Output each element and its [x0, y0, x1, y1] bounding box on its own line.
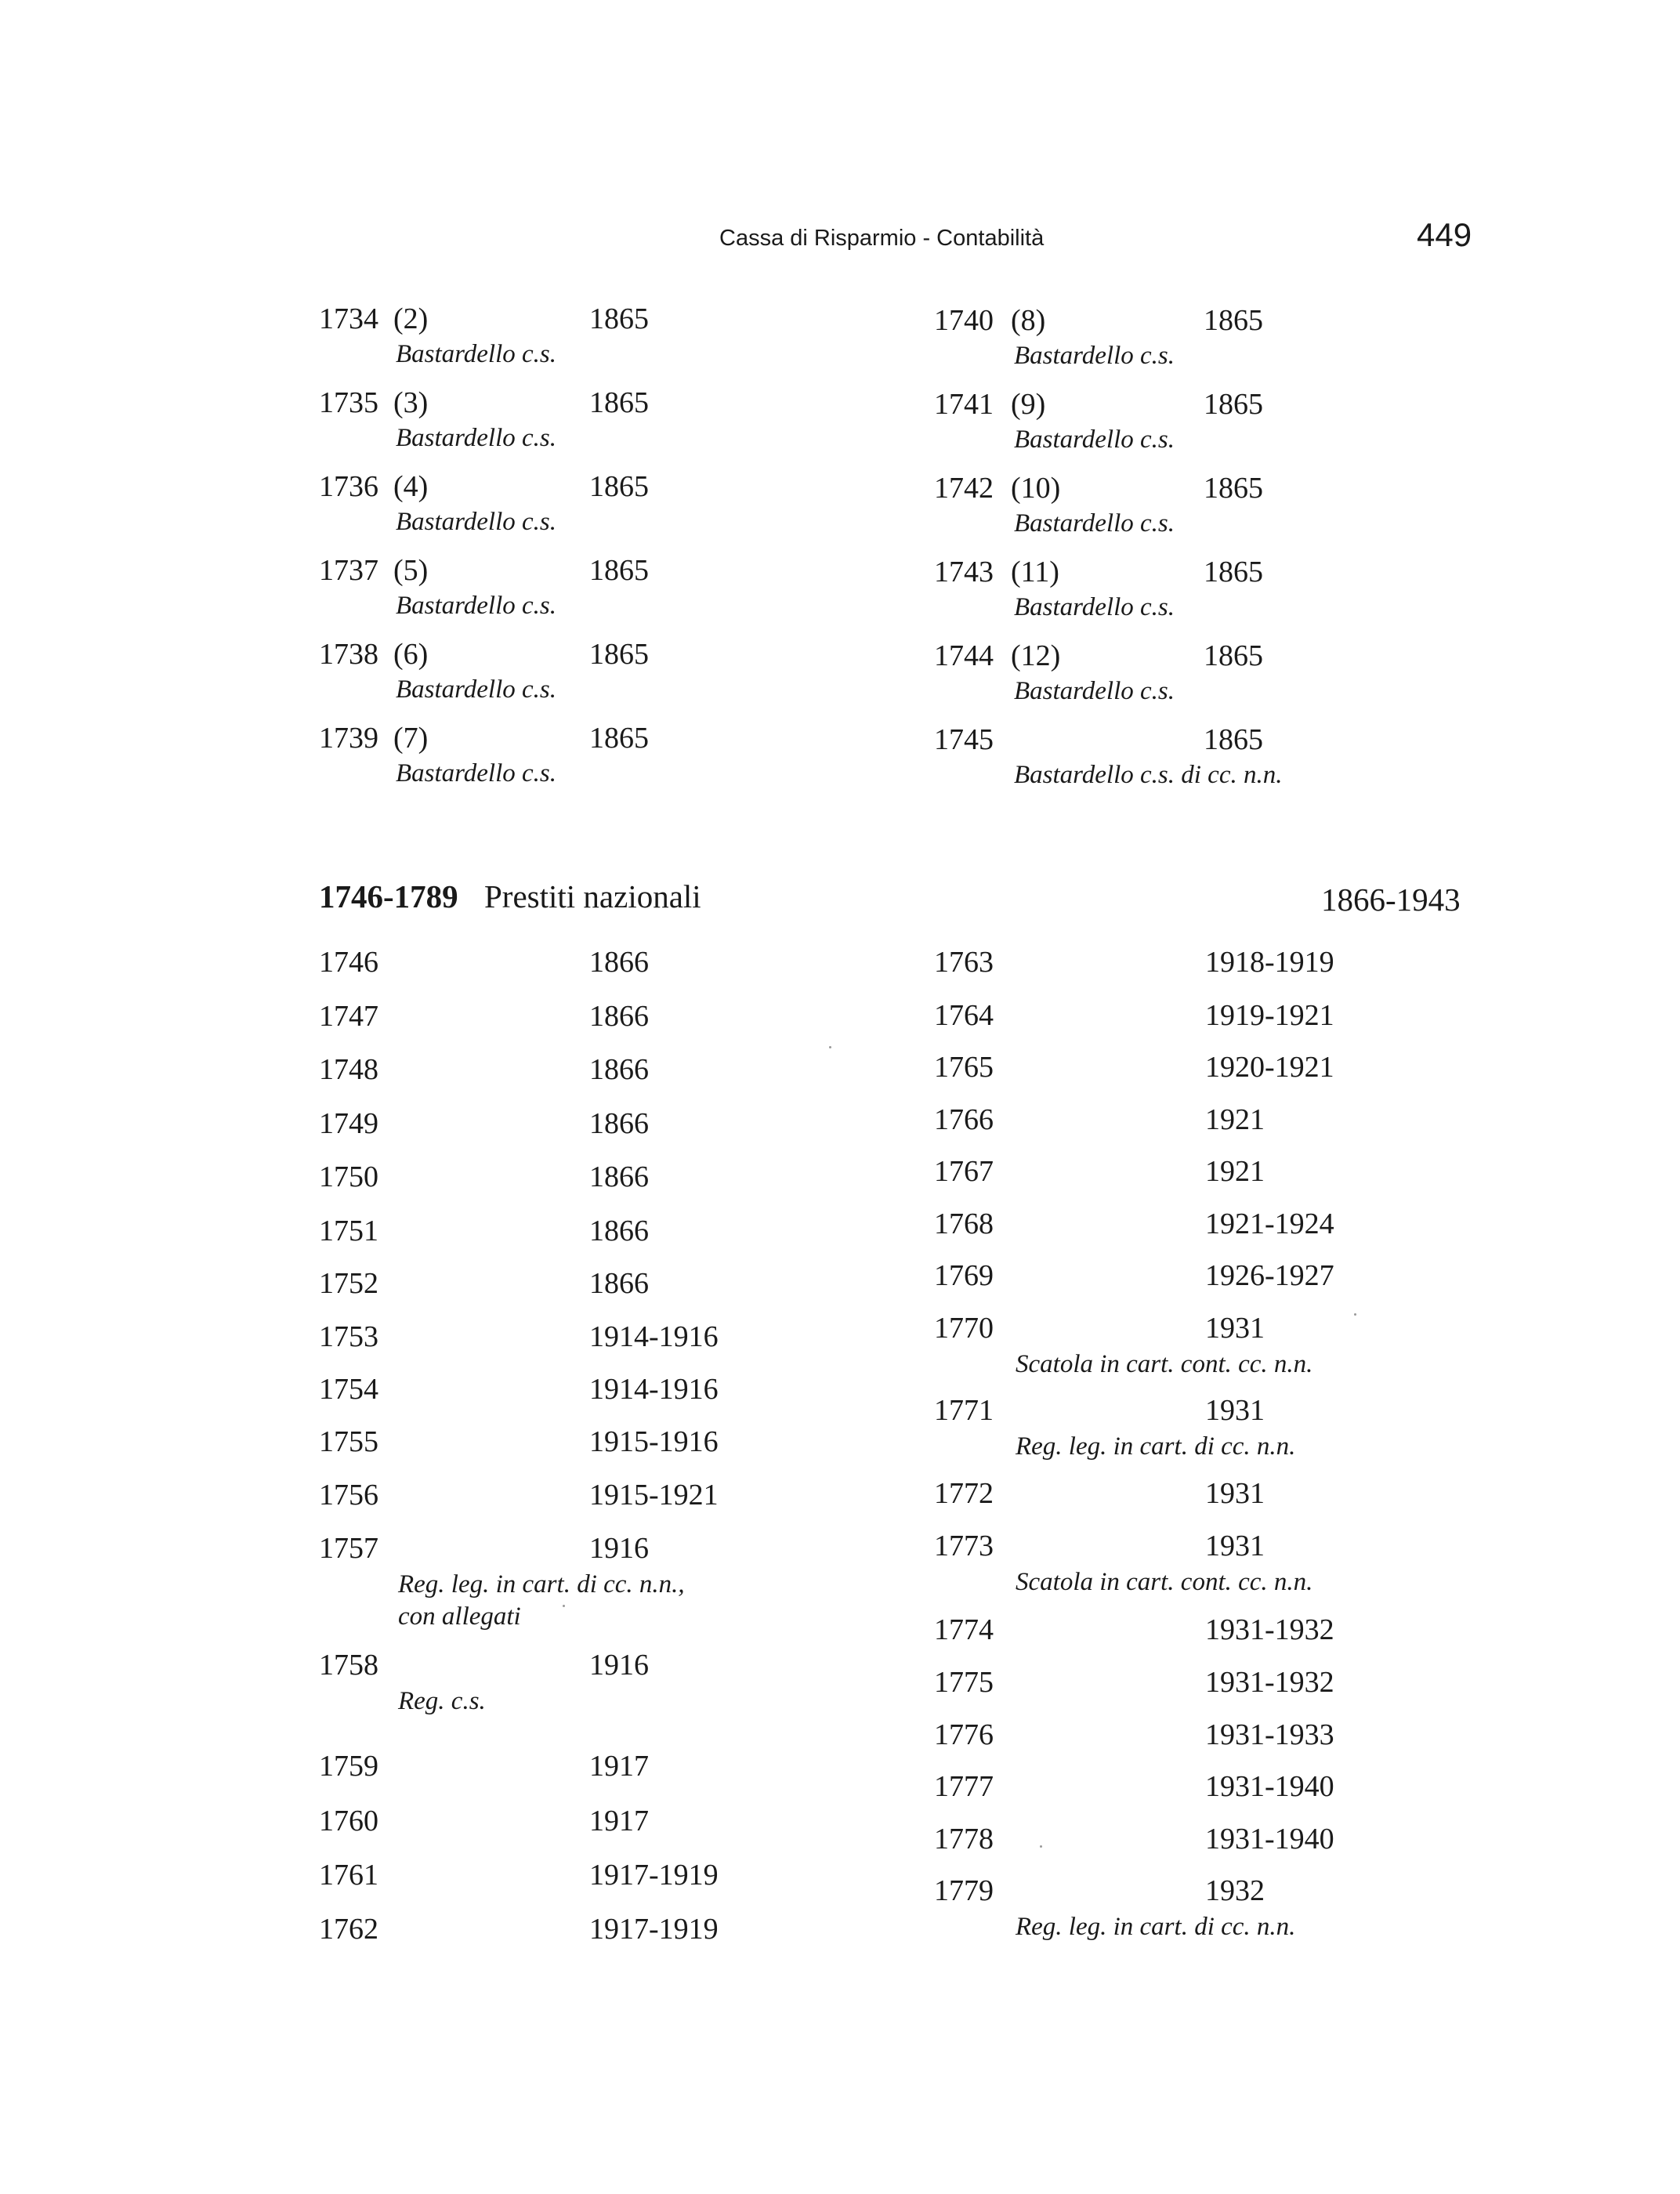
entry-number: 1767	[934, 1155, 994, 1188]
entry-serial: (5)	[393, 554, 429, 587]
entry-date: 1865	[589, 722, 649, 755]
entry-description: Bastardello c.s.	[1014, 593, 1175, 621]
entry-serial: (9)	[1011, 388, 1046, 421]
entry-description: Bastardello c.s.	[396, 759, 557, 787]
entry-description: Scatola in cart. cont. cc. n.n.	[1016, 1568, 1313, 1596]
scan-speck	[1354, 1313, 1356, 1316]
entry-serial: (11)	[1011, 556, 1059, 588]
entry-number: 1769	[934, 1259, 994, 1292]
entry-number: 1759	[319, 1750, 378, 1783]
scan-speck	[1040, 1845, 1042, 1848]
entry-description: Reg. c.s.	[398, 1687, 486, 1715]
entry-date: 1915-1916	[589, 1425, 719, 1458]
entry-number: 1746	[319, 946, 378, 979]
entry-date: 1865	[1204, 556, 1263, 588]
entry-date: 1866	[589, 1160, 649, 1193]
section-title: Prestiti nazionali	[484, 878, 701, 914]
entry-number: 1755	[319, 1425, 378, 1458]
entry-number: 1752	[319, 1267, 378, 1300]
entry-date: 1921-1924	[1205, 1207, 1334, 1240]
entry-date: 1865	[589, 302, 649, 335]
entry-date: 1917-1919	[589, 1913, 719, 1946]
entry-number: 1744	[934, 639, 994, 672]
entry-date: 1865	[589, 386, 649, 419]
entry-date: 1865	[1204, 388, 1263, 421]
entry-serial: (3)	[393, 386, 429, 419]
entry-number: 1777	[934, 1770, 994, 1803]
entry-number: 1778	[934, 1823, 994, 1855]
entry-number: 1774	[934, 1613, 994, 1646]
entry-date: 1931-1932	[1205, 1613, 1334, 1646]
entry-date: 1931-1940	[1205, 1823, 1334, 1855]
entry-date: 1866	[589, 946, 649, 979]
running-header: Cassa di Risparmio - Contabilità	[719, 226, 1045, 251]
entry-number: 1753	[319, 1320, 378, 1353]
entry-date: 1917	[589, 1750, 649, 1783]
entry-date: 1914-1916	[589, 1373, 719, 1406]
entry-number: 1776	[934, 1718, 994, 1751]
entry-number: 1770	[934, 1312, 994, 1345]
entry-date: 1865	[589, 638, 649, 671]
entry-number: 1772	[934, 1477, 994, 1510]
entry-number: 1735	[319, 386, 378, 419]
entry-number: 1757	[319, 1532, 378, 1565]
entry-number: 1771	[934, 1394, 994, 1427]
entry-date: 1931	[1205, 1312, 1265, 1345]
entry-description: Bastardello c.s. di cc. n.n.	[1014, 761, 1283, 789]
entry-number: 1775	[934, 1666, 994, 1699]
entry-number: 1758	[319, 1649, 378, 1682]
entry-number: 1734	[319, 302, 378, 335]
entry-number: 1743	[934, 556, 994, 588]
entry-date: 1926-1927	[1205, 1259, 1334, 1292]
entry-number: 1741	[934, 388, 994, 421]
entry-date: 1915-1921	[589, 1479, 719, 1512]
entry-number: 1760	[319, 1805, 378, 1837]
entry-number: 1737	[319, 554, 378, 587]
entry-number: 1736	[319, 470, 378, 503]
section-range: 1746-1789	[319, 878, 458, 914]
entry-description: Bastardello c.s.	[396, 675, 557, 704]
entry-number: 1763	[934, 946, 994, 979]
entry-number: 1750	[319, 1160, 378, 1193]
entry-serial: (10)	[1011, 472, 1061, 505]
entry-description: Reg. leg. in cart. di cc. n.n.	[1016, 1913, 1296, 1941]
entry-date: 1865	[1204, 639, 1263, 672]
entry-number: 1754	[319, 1373, 378, 1406]
entry-date: 1921	[1205, 1155, 1265, 1188]
entry-number: 1756	[319, 1479, 378, 1512]
page-number: 449	[1417, 216, 1472, 253]
entry-date: 1865	[1204, 472, 1263, 505]
entry-description: Bastardello c.s.	[396, 592, 557, 620]
entry-description: Bastardello c.s.	[1014, 509, 1175, 538]
entry-date: 1931-1940	[1205, 1770, 1334, 1803]
entry-date: 1921	[1205, 1103, 1265, 1136]
entry-number: 1765	[934, 1051, 994, 1084]
entry-date: 1931	[1205, 1530, 1265, 1562]
entry-number: 1739	[319, 722, 378, 755]
entry-serial: (12)	[1011, 639, 1061, 672]
scan-speck	[829, 1046, 831, 1048]
entry-serial: (8)	[1011, 304, 1046, 337]
entry-number: 1761	[319, 1859, 378, 1892]
entry-serial: (2)	[393, 302, 429, 335]
entry-date: 1865	[589, 470, 649, 503]
entry-date: 1932	[1205, 1874, 1265, 1907]
entry-description: Bastardello c.s.	[1014, 342, 1175, 370]
entry-number: 1768	[934, 1207, 994, 1240]
entry-number: 1748	[319, 1053, 378, 1086]
entry-date: 1919-1921	[1205, 999, 1334, 1032]
entry-number: 1751	[319, 1215, 378, 1247]
entry-date: 1917-1919	[589, 1859, 719, 1892]
entry-number: 1779	[934, 1874, 994, 1907]
entry-date: 1931	[1205, 1394, 1265, 1427]
entry-date: 1866	[589, 1000, 649, 1033]
entry-date: 1918-1919	[1205, 946, 1334, 979]
entry-description: Bastardello c.s.	[396, 424, 557, 452]
entry-description: Bastardello c.s.	[1014, 677, 1175, 705]
entry-description: Bastardello c.s.	[396, 340, 557, 368]
section-years: 1866-1943	[1321, 882, 1461, 918]
entry-description: Bastardello c.s.	[1014, 425, 1175, 454]
entry-date: 1931	[1205, 1477, 1265, 1510]
entry-date: 1866	[589, 1267, 649, 1300]
entry-description: Reg. leg. in cart. di cc. n.n.,	[398, 1570, 685, 1598]
entry-date: 1914-1916	[589, 1320, 719, 1353]
entry-number: 1745	[934, 723, 994, 756]
entry-number: 1766	[934, 1103, 994, 1136]
entry-description: Bastardello c.s.	[396, 508, 557, 536]
entry-date: 1916	[589, 1649, 649, 1682]
entry-serial: (4)	[393, 470, 429, 503]
entry-date: 1866	[589, 1215, 649, 1247]
entry-date: 1917	[589, 1805, 649, 1837]
entry-number: 1747	[319, 1000, 378, 1033]
entry-date: 1920-1921	[1205, 1051, 1334, 1084]
entry-number: 1740	[934, 304, 994, 337]
entry-description: Reg. leg. in cart. di cc. n.n.	[1016, 1432, 1296, 1461]
entry-number: 1749	[319, 1107, 378, 1140]
entry-number: 1742	[934, 472, 994, 505]
entry-date: 1931-1932	[1205, 1666, 1334, 1699]
scan-speck	[563, 1605, 565, 1607]
entry-date: 1916	[589, 1532, 649, 1565]
entry-date: 1931-1933	[1205, 1718, 1334, 1751]
entry-date: 1866	[589, 1053, 649, 1086]
entry-date: 1865	[1204, 304, 1263, 337]
entry-serial: (7)	[393, 722, 429, 755]
entry-description: Scatola in cart. cont. cc. n.n.	[1016, 1350, 1313, 1378]
entry-number: 1762	[319, 1913, 378, 1946]
entry-date: 1866	[589, 1107, 649, 1140]
entry-number: 1773	[934, 1530, 994, 1562]
entry-date: 1865	[589, 554, 649, 587]
entry-number: 1738	[319, 638, 378, 671]
entry-serial: (6)	[393, 638, 429, 671]
entry-date: 1865	[1204, 723, 1263, 756]
entry-number: 1764	[934, 999, 994, 1032]
entry-description: con allegati	[398, 1602, 521, 1631]
